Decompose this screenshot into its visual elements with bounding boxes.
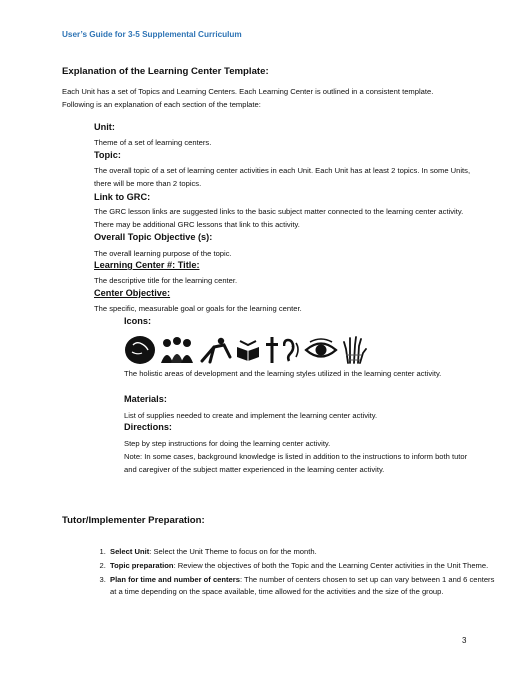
objective-title: Overall Topic Objective (s): — [94, 232, 213, 242]
unit-desc: Theme of a set of learning centers. — [94, 138, 212, 147]
group-icon — [159, 335, 195, 365]
center-objective-title: Center Objective: — [94, 288, 171, 298]
preparation-steps — [88, 546, 498, 600]
tutor-heading: Tutor/Implementer Preparation: — [62, 515, 205, 526]
running-header: User’s Guide for 3-5 Supplemental Curriculum — [62, 30, 242, 39]
eye-icon — [304, 335, 338, 365]
learning-center-title: Learning Center #: Title: — [94, 260, 200, 270]
explanation-heading: Explanation of the Learning Center Template: — [62, 66, 269, 77]
cross-icon — [264, 335, 280, 365]
list-item: 3. Plan for time and number of centers: The number of centers chosen to set up can vary between 1 and 6 centers at a time depending on the space available, time allowed for the activities and the size of the group. — [108, 574, 498, 599]
link-grc-title: Link to GRC: — [94, 192, 151, 202]
learning-center-desc: The descriptive title for the learning center. — [94, 276, 238, 285]
list-item: 1. Select Unit: Select the Unit Theme to focus on for the month. — [108, 546, 498, 558]
objective-desc: The overall learning purpose of the topic. — [94, 249, 232, 258]
center-objective-desc: The specific, measurable goal or goals for the learning center. — [94, 304, 302, 313]
link-grc-desc: The GRC lesson links are suggested links to the basic subject matter connected to the learning center activity. There may be additional GRC lessons that link to this activity. — [94, 207, 464, 229]
icons-desc: The holistic areas of development and the learning styles utilized in the learning center activity. — [124, 369, 442, 378]
book-icon — [235, 335, 261, 365]
head-icon — [124, 335, 156, 365]
unit-title: Unit: — [94, 122, 115, 132]
materials-title: Materials: — [124, 394, 167, 404]
explanation-intro: Each Unit has a set of Topics and Learning Centers. Each Learning Center is outlined in a consistent template. Following is an explanation of each section of the template: — [62, 87, 434, 109]
page-number: 3 — [462, 636, 467, 645]
materials-desc: List of supplies needed to create and implement the learning center activity. — [124, 411, 378, 420]
stretch-icon — [198, 335, 232, 365]
ear-icon — [283, 335, 301, 365]
directions-note: Note: In some cases, background knowledge is listed in addition to the instructions to inform both tutor and caregiver of the subject matter experienced in the learning center activity. — [124, 452, 468, 474]
icons-title: Icons: — [124, 316, 152, 326]
directions-title: Directions: — [124, 422, 172, 432]
hand-icon — [341, 335, 367, 365]
list-item: 2. Topic preparation: Review the objectives of both the Topic and the Learning Center activities in the Unit Theme. — [108, 560, 498, 572]
topic-desc: The overall topic of a set of learning center activities in each Unit. Each Unit has at least 2 topics. In some Units, there will be more than 2 topics. — [94, 166, 471, 188]
icons-row — [124, 334, 367, 366]
topic-title: Topic: — [94, 150, 121, 160]
directions-desc: Step by step instructions for doing the learning center activity. — [124, 439, 331, 448]
